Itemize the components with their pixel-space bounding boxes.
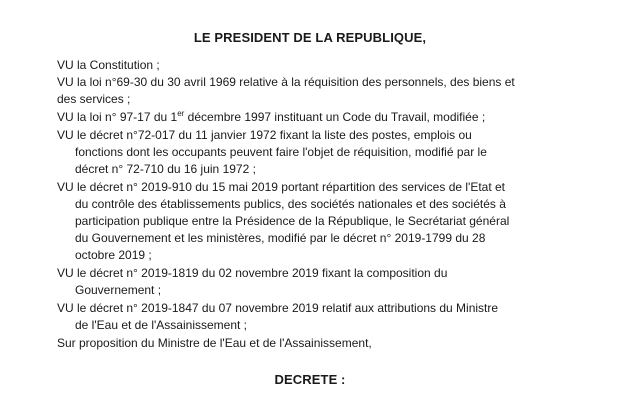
consideration-decret-2019-910-continued: du contrôle des établissements publics, des sociétés nationales et des sociétés à <box>75 197 506 211</box>
consideration-decret-2019-910: VU le décret n° 2019-910 du 15 mai 2019 portant répartition des services de l'Etat et <box>57 180 506 194</box>
consideration-decret-2019-910-continued: octobre 2019 ; <box>75 248 152 262</box>
text-segment: VU la loi n° 97-17 du 1 <box>57 110 178 124</box>
consideration-decret-2019-1847-continued: de l'Eau et de l'Assainissement ; <box>75 318 248 332</box>
consideration-loi-69-30-continued: des services ; <box>57 92 131 106</box>
consideration-decret-2019-1819-continued: Gouvernement ; <box>75 283 162 297</box>
text-segment: décembre 1997 instituant un Code du Travail, modifiée ; <box>184 110 486 124</box>
ordinal-superscript: er <box>177 109 185 118</box>
consideration-loi-69-30: VU la loi n°69-30 du 30 avril 1969 relative à la réquisition des personnels, des biens et <box>57 75 515 89</box>
consideration-decret-2019-1819: VU le décret n° 2019-1819 du 02 novembre 2019 fixant la composition du <box>57 266 448 280</box>
consideration-loi-97-17 <box>57 110 485 125</box>
consideration-decret-2019-1847: VU le décret n° 2019-1847 du 07 novembre 2019 relatif aux attributions du Ministre <box>57 301 499 315</box>
consideration-constitution: VU la Constitution ; <box>57 58 160 72</box>
consideration-decret-72-017-continued: fonctions dont les occupants peuvent faire l'objet de réquisition, modifié par le <box>75 145 487 159</box>
decree-heading: DECRETE : <box>274 372 346 387</box>
document-title: LE PRESIDENT DE LA REPUBLIQUE, <box>193 30 427 45</box>
proposal-line: Sur proposition du Ministre de l'Eau et de l'Assainissement, <box>57 336 372 350</box>
consideration-decret-2019-910-continued: participation publique entre la Présidence de la République, le Secrétariat général <box>75 214 510 228</box>
consideration-decret-72-017: VU le décret n°72-017 du 11 janvier 1972 fixant la liste des postes, emplois ou <box>57 128 472 142</box>
consideration-decret-72-017-continued: décret n° 72-710 du 16 juin 1972 ; <box>75 162 256 176</box>
consideration-decret-2019-910-continued: du Gouvernement et les ministères, modifié par le décret n° 2019-1799 du 28 <box>75 231 486 245</box>
